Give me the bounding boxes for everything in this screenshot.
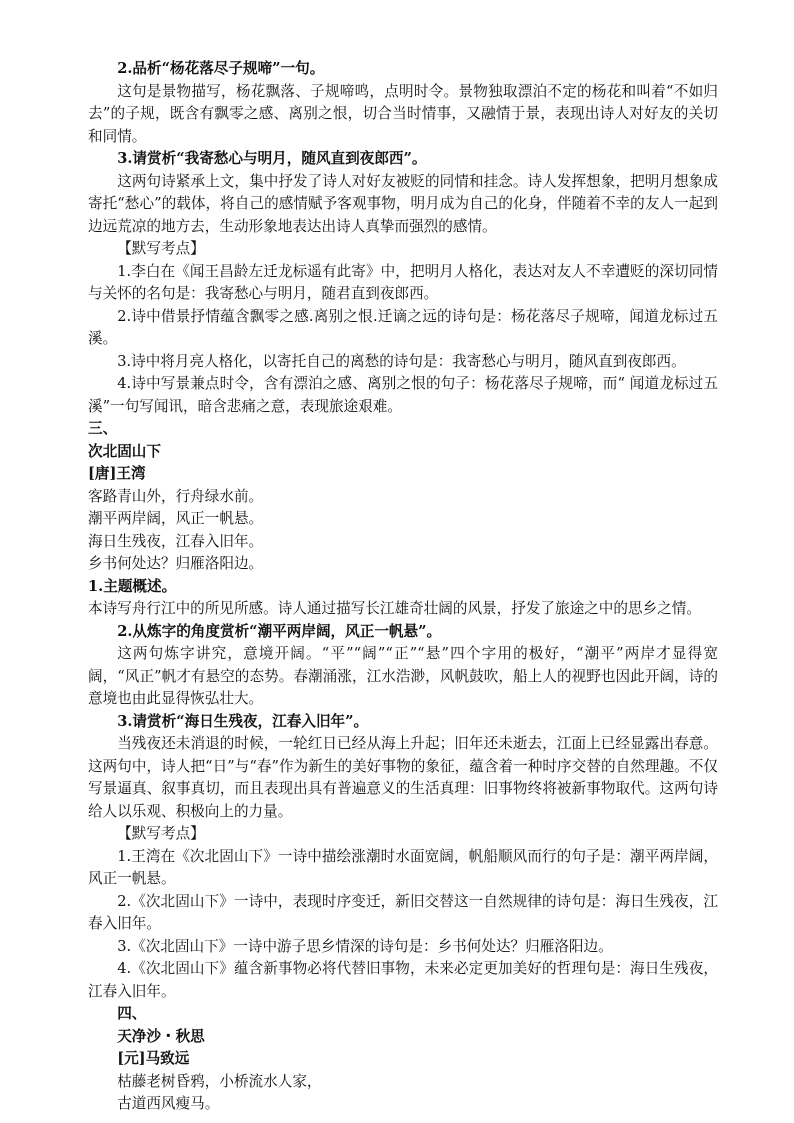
poem-line: 乡书何处达？归雁洛阳边。 [88, 555, 264, 572]
question-heading: 2.从炼字的角度赏析“潮平两岸阔，风正一帆悬”。 [117, 622, 442, 640]
question-heading: 3.请赏析“海日生残夜，江春入旧年”。 [117, 712, 369, 730]
poem-title: 次北固山下 [88, 442, 161, 460]
answer-paragraph: 这两句炼字讲究，意境开阔。“平”“阔”“正”“悬”四个字用的极好，“潮平”两岸才显得宽阔，“风正”帆才有悬空的态势。春潮涌涨，江水浩渺，风帆鼓吹，船上人的视野也因此开阔，诗的意境也由此显得恢弘壮大。 [88, 645, 718, 707]
dictation-label: 【默写考点】 [117, 240, 205, 257]
dictation-item: 3.《次北固山下》一诗中游子思乡情深的诗句是：乡书何处达？归雁洛阳边。 [117, 937, 613, 955]
dictation-item: 4.诗中写景兼点时令，含有漂泊之感、离别之恨的句子：杨花落尽子规啼，而“ 闻道龙标过五溪”一句写闻讯，暗含悲痛之意，表现旅途艰难。 [88, 375, 718, 415]
poem-title: 天净沙・秋思 [117, 1027, 205, 1045]
question-heading: 3.请赏析“我寄愁心与明月，随风直到夜郎西”。 [117, 150, 427, 167]
poem-line: 潮平两岸阔，风正一帆悬。 [88, 510, 264, 527]
poem-author: [唐]王湾 [88, 465, 146, 482]
poem-line: 海日生残夜，江春入旧年。 [88, 532, 264, 550]
answer-paragraph: 本诗写舟行江中的所见所感。诗人通过描写长江雄奇壮阔的风景，抒发了旅途之中的思乡之情。 [88, 600, 701, 617]
dictation-item: 1.王湾在《次北固山下》一诗中描绘涨潮时水面宽阔，帆船顺风而行的句子是：潮平两岸阔，风正一帆悬。 [88, 847, 718, 887]
poem-author: [元]马致远 [117, 1050, 190, 1067]
dictation-item: 1.李白在《闻王昌龄左迁龙标遥有此寄》中，把明月人格化，表达对友人不幸遭贬的深切同情与关怀的名句是：我寄愁心与明月，随君直到夜郎西。 [88, 262, 718, 302]
dictation-item: 2.《次北固山下》一诗中，表现时序变迁，新旧交替这一自然规律的诗句是：海日生残夜，江春入旧年。 [88, 892, 718, 932]
dictation-item: 2.诗中借景抒情蕴含飘零之感.离别之恨.迁谪之远的诗句是：杨花落尽子规啼，闻道龙标过五溪。 [88, 307, 718, 347]
document-page [88, 58, 718, 1116]
answer-paragraph: 当残夜还未消退的时候，一轮红日已经从海上升起；旧年还未逝去，江面上已经显露出春意。这两句中，诗人把“日”与“春”作为新生的美好事物的象征，蕴含着一种时序交替的自然理趣。不仅写景逼真、叙事真切，而且表现出具有普遍意义的生活真理：旧事物终将被新事物取代。这两句诗给人以乐观、积极向上的力量。 [88, 735, 718, 820]
dictation-item: 3.诗中将月亮人格化，以寄托自己的离愁的诗句是：我寄愁心与明月，随风直到夜郎西。 [117, 352, 686, 370]
question-heading: 1.主题概述。 [88, 577, 177, 595]
section-number: 四、 [117, 1005, 147, 1022]
section-number: 三、 [88, 420, 118, 437]
question-heading: 2.品析“杨花落尽子规啼”一句。 [117, 60, 325, 77]
answer-paragraph: 这句是景物描写，杨花飘落、子规啼鸣，点明时令。景物独取漂泊不定的杨花和叫着“不如归去”的子规，既含有飘零之感、离别之恨，切合当时情事，又融情于景，表现出诗人对好友的关切和同情。 [88, 82, 718, 145]
answer-paragraph: 这两句诗紧承上文，集中抒发了诗人对好友被贬的同情和挂念。诗人发挥想象，把明月想象成寄托“愁心”的载体，将自己的感情赋予客观事物，明月成为自己的化身，伴随着不幸的友人一起到边远荒凉的地方去，生动形象地表达出诗人真挚而强烈的感情。 [88, 172, 718, 235]
poem-line: 古道西风瘦马。 [117, 1095, 220, 1112]
dictation-item: 4.《次北固山下》蕴含新事物必将代替旧事物，未来必定更加美好的哲理句是：海日生残夜，江春入旧年。 [88, 960, 718, 1000]
poem-line: 客路青山外，行舟绿水前。 [88, 487, 264, 505]
dictation-label: 【默写考点】 [117, 825, 205, 842]
poem-line: 枯藤老树昏鸦，小桥流水人家， [117, 1072, 322, 1090]
